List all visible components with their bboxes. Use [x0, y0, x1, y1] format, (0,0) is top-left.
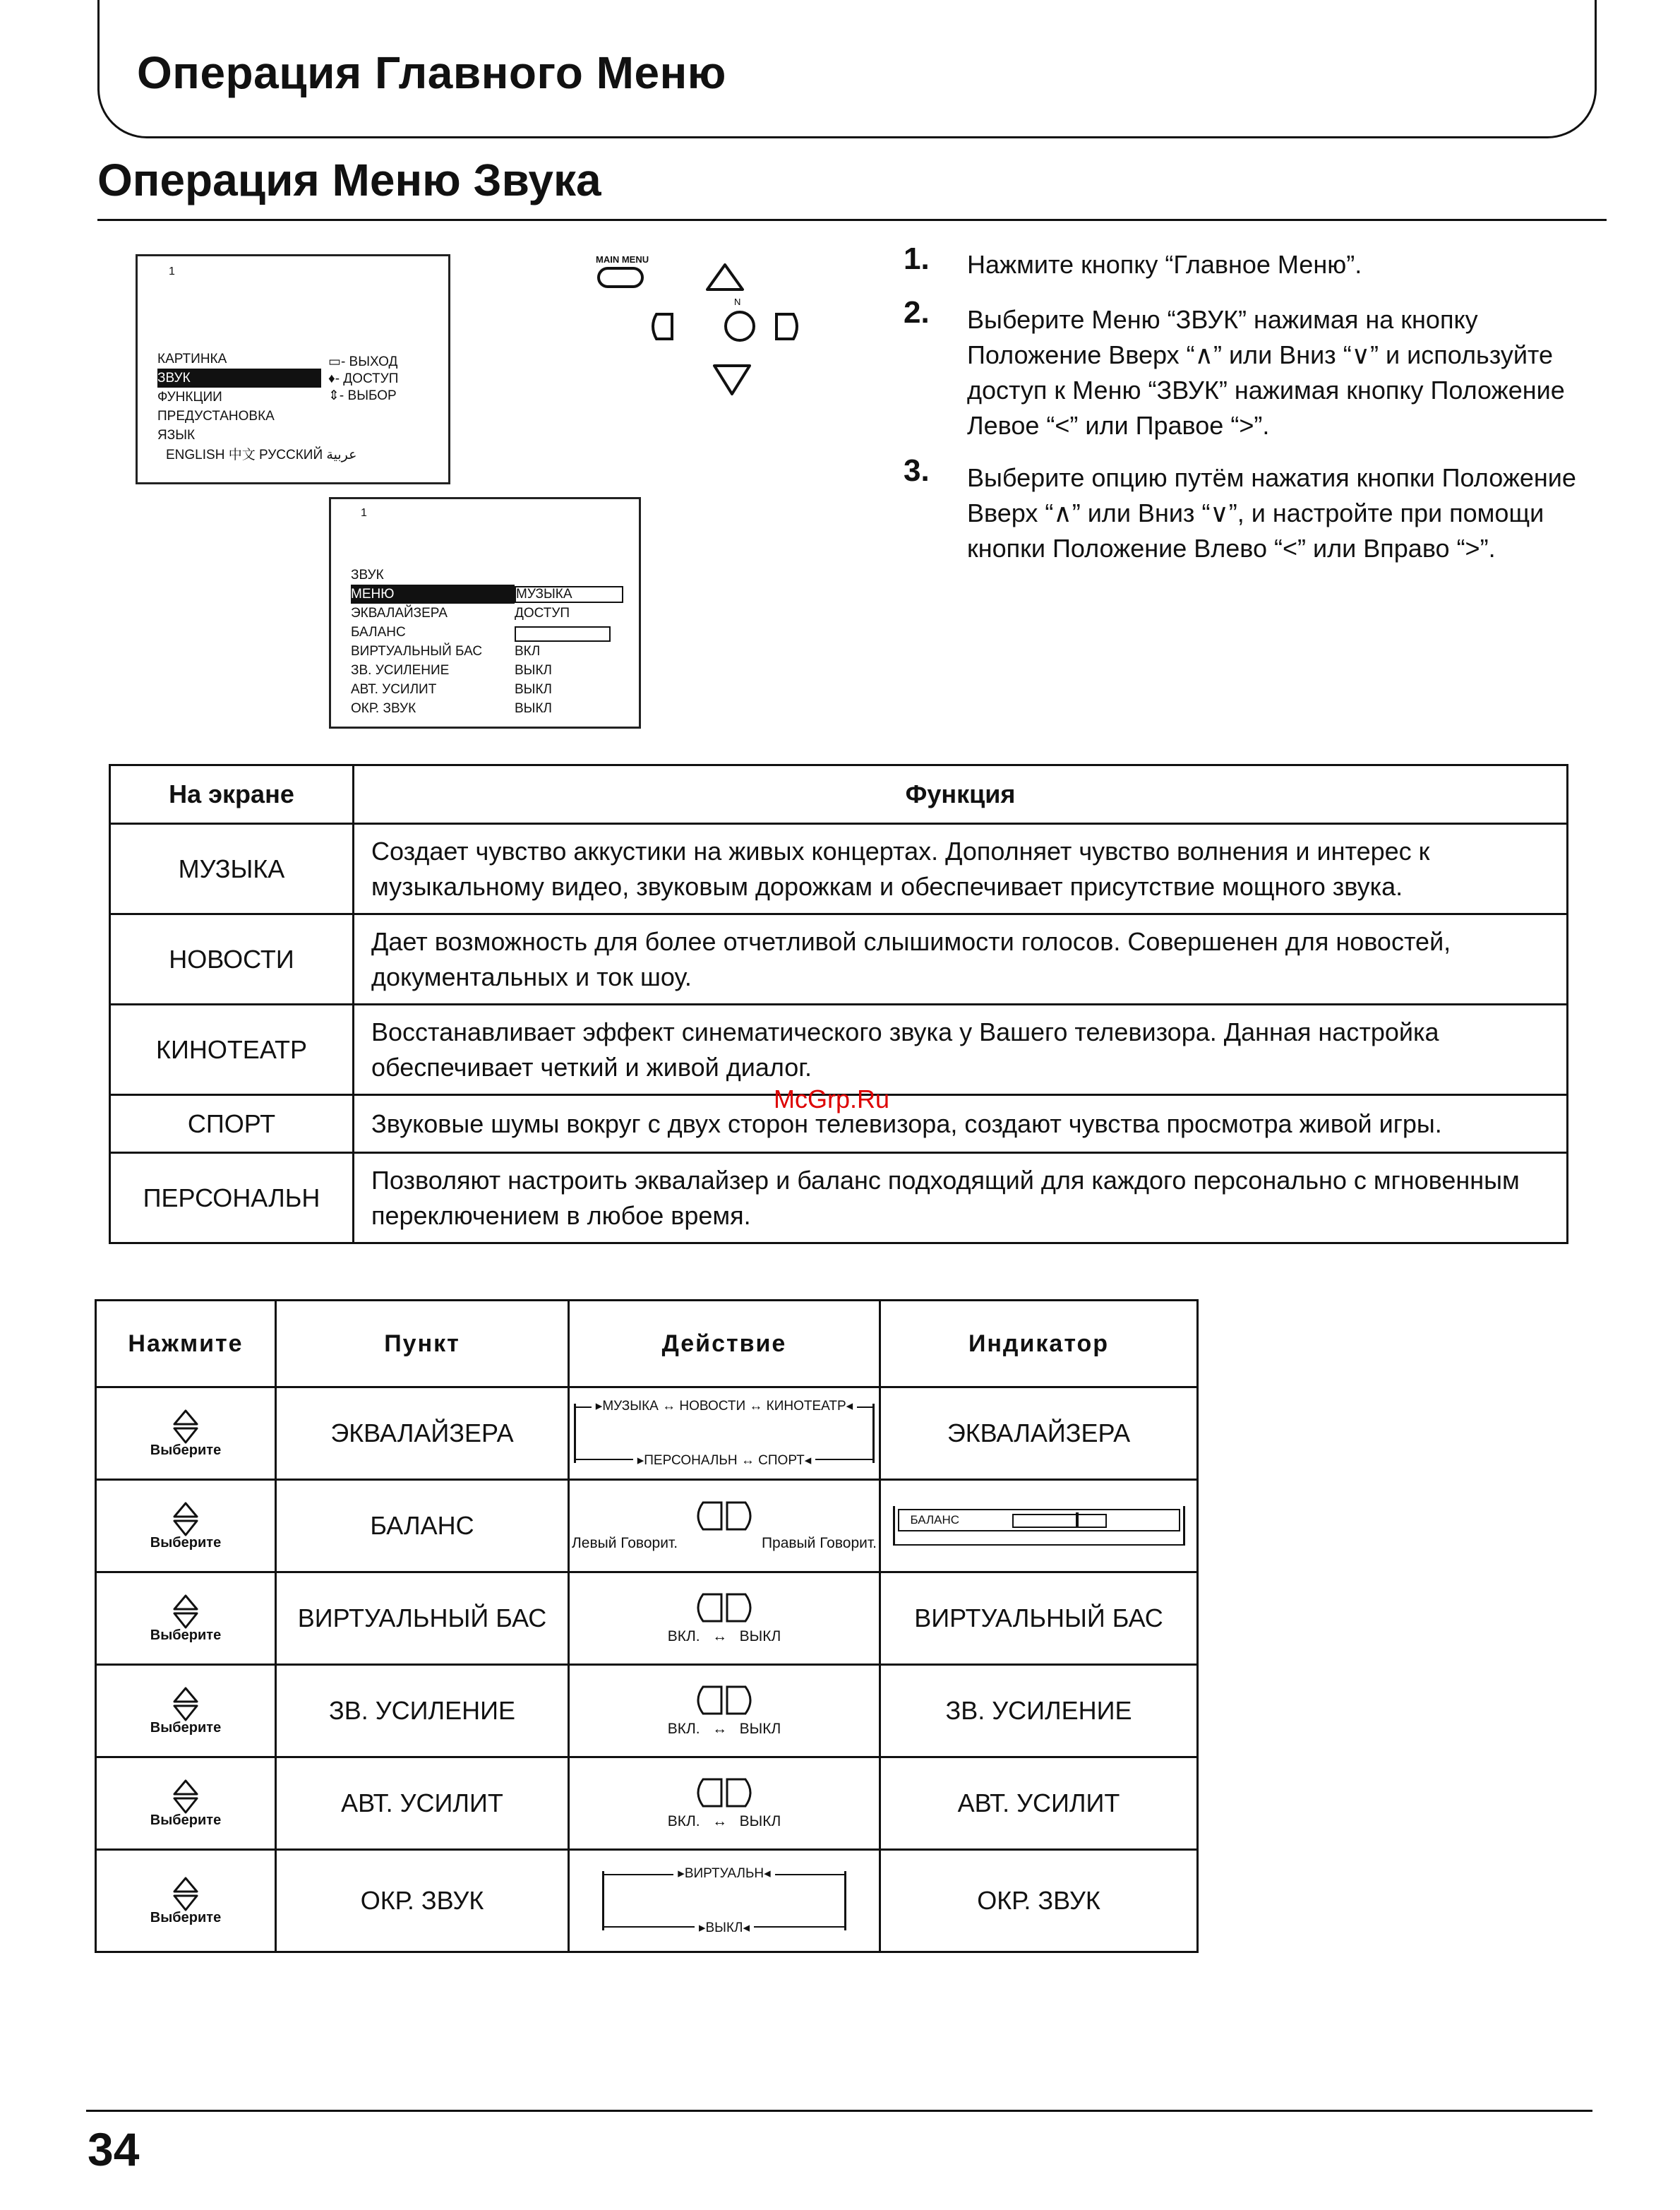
left-speaker-label: Левый Говорит.	[572, 1535, 678, 1551]
table-row	[110, 914, 1568, 1005]
table-row	[96, 1665, 1198, 1757]
indicator-cell	[880, 1757, 1198, 1850]
off-label: ВЫКЛ	[739, 1721, 781, 1737]
off-label: ВЫКЛ	[739, 1628, 781, 1644]
table-row	[96, 1850, 1198, 1952]
indicator-cell	[880, 1850, 1198, 1952]
hint-access: ♦- ДОСТУП	[328, 371, 399, 386]
main-menu-screen	[136, 254, 450, 484]
right-speaker-label: Правый Говорит.	[761, 1535, 877, 1551]
hint-select: ⇕- ВЫБОР	[328, 388, 397, 403]
sound-menu-row-label: МЕНЮ	[351, 585, 515, 604]
footer-rule	[86, 2110, 1592, 2112]
mode-name: КИНОТЕАТР	[110, 1005, 354, 1095]
cycle-diagram: ▸МУЗЫКА ↔ НОВОСТИ ↔ КИНОТЕАТР◂ ▸ПЕРСОНАЛЬН ↔ СПОРТ◂	[574, 1404, 875, 1463]
indicator-text: ЭКВАЛАЙЗЕРА	[947, 1418, 1131, 1447]
item-name: ОКР. ЗВУК	[276, 1850, 569, 1952]
indicator-cell	[880, 1387, 1198, 1480]
item-name: ЭКВАЛАЙЗЕРА	[276, 1387, 569, 1480]
indicator-cell	[880, 1572, 1198, 1665]
screen-page-num: 1	[169, 265, 175, 277]
down-arrow-button	[714, 366, 750, 394]
sound-menu-row-label: АВТ. УСИЛИТ	[351, 682, 437, 697]
action-cell	[569, 1757, 880, 1850]
col-header-press: Нажмите	[96, 1301, 276, 1387]
press-cell	[96, 1480, 276, 1572]
sound-menu-row-value	[515, 623, 611, 642]
sound-menu-title: ЗВУК	[351, 568, 384, 583]
sound-menu-row-label: ЗВ. УСИЛЕНИЕ	[351, 663, 450, 678]
hint-exit: ▭- ВЫХОД	[328, 354, 398, 369]
sound-menu-screen	[329, 497, 641, 729]
mode-name: НОВОСТИ	[110, 914, 354, 1005]
right-arrow-button	[776, 314, 797, 339]
indicator-text: ЗВ. УСИЛЕНИЕ	[945, 1696, 1132, 1725]
left-arrow-button	[653, 314, 672, 339]
action-cell	[569, 1850, 880, 1952]
select-label: Выберите	[150, 1909, 222, 1925]
menu-item-functions: ФУНКЦИИ	[157, 390, 222, 405]
toggle-arrow: ↔	[712, 1721, 728, 1737]
main-menu-button	[599, 268, 642, 287]
up-down-icon: ⇕	[328, 388, 340, 403]
menu-item-language: ЯЗЫК	[157, 428, 196, 443]
table-row	[96, 1757, 1198, 1850]
sound-menu-row-value: ВЫКЛ	[515, 663, 553, 678]
col-header-action: Действие	[569, 1301, 880, 1387]
mode-description: Создает чувство аккустики на живых концертах. Дополняет чувство волнения и интерес к музыкальному видео, звуковым дорожкам и обеспечивает присутствие мощного звука.	[354, 824, 1568, 914]
table-row	[110, 1005, 1568, 1095]
balance-indicator: БАЛАНС	[893, 1506, 1185, 1546]
n-label: N	[734, 297, 741, 307]
action-cell	[569, 1387, 880, 1480]
cycle-option: МУЗЫКА	[602, 1399, 659, 1414]
up-down-icon	[170, 1501, 201, 1536]
main-menu-label: MAIN MENU	[596, 254, 649, 265]
select-label: Выберите	[150, 1534, 222, 1551]
left-right-icon	[690, 1776, 758, 1809]
item-name: АВТ. УСИЛИТ	[276, 1757, 569, 1850]
step-1-number: 1.	[904, 241, 930, 276]
left-right-icon	[690, 1500, 758, 1532]
table-row	[96, 1480, 1198, 1572]
section-title: Операция Меню Звука	[97, 155, 601, 205]
cycle-option: ВЫКЛ	[705, 1921, 743, 1935]
mode-description: Звуковые шумы вокруг с двух сторон телевизора, создают чувства просмотра живой игры.	[354, 1095, 1568, 1153]
screen-page-num: 1	[361, 507, 367, 519]
off-label: ВЫКЛ	[739, 1813, 781, 1829]
page-number: 34	[88, 2123, 140, 2175]
menu-item-sound: ЗВУК	[157, 369, 321, 388]
table-row	[110, 1153, 1568, 1243]
up-down-icon	[170, 1594, 201, 1629]
sound-menu-row-label: ЭКВАЛАЙЗЕРА	[351, 606, 448, 621]
sound-menu-row-label: ВИРТУАЛЬНЫЙ БАС	[351, 644, 483, 659]
mode-description: Позволяют настроить эквалайзер и баланс подходящий для каждого персонально с мгновенным переключением в любое время.	[354, 1153, 1568, 1243]
indicator-text: ВИРТУАЛЬНЫЙ БАС	[914, 1603, 1163, 1632]
section-rule	[97, 219, 1607, 221]
sound-menu-row-label: БАЛАНС	[351, 625, 406, 640]
cycle-option: НОВОСТИ	[679, 1399, 746, 1414]
step-1-text: Нажмите кнопку “Главное Меню”.	[967, 250, 1362, 279]
on-label: ВКЛ.	[667, 1813, 700, 1829]
indicator-text: АВТ. УСИЛИТ	[957, 1788, 1120, 1817]
mode-name: ПЕРСОНАЛЬН	[110, 1153, 354, 1243]
mode-description: Восстанавливает эффект синематического звука у Вашего телевизора. Данная настройка обеспечивает четкий и живой диалог.	[354, 1005, 1568, 1095]
toggle-arrow: ↔	[712, 1813, 728, 1829]
table-row	[96, 1572, 1198, 1665]
cycle-diagram: ▸ВИРТУАЛЬН◂ ▸ВЫКЛ◂	[602, 1871, 846, 1930]
select-label: Выберите	[150, 1627, 222, 1643]
press-cell	[96, 1665, 276, 1757]
press-cell	[96, 1757, 276, 1850]
cycle-option: СПОРТ	[758, 1453, 805, 1468]
ok-button	[726, 312, 754, 340]
press-cell	[96, 1387, 276, 1480]
col-header-function: Функция	[354, 765, 1568, 824]
col-header-indicator: Индикатор	[880, 1301, 1198, 1387]
item-name: БАЛАНС	[276, 1480, 569, 1572]
menu-key-icon: ▭	[328, 354, 341, 369]
col-header-item: Пункт	[276, 1301, 569, 1387]
arrows-icon: ♦	[328, 371, 335, 386]
toggle-arrow: ↔	[712, 1628, 728, 1644]
table-row	[96, 1387, 1198, 1480]
sound-modes-table	[109, 764, 1568, 1244]
step-3-number: 3.	[904, 453, 930, 488]
action-cell	[569, 1572, 880, 1665]
step-2-number: 2.	[904, 295, 930, 330]
on-label: ВКЛ.	[667, 1721, 700, 1737]
sound-menu-row-value: ВКЛ	[515, 644, 541, 659]
on-label: ВКЛ.	[667, 1628, 700, 1644]
watermark: McGrp.Ru	[774, 1085, 890, 1113]
sound-menu-row-value: ДОСТУП	[515, 606, 570, 621]
left-right-icon	[690, 1591, 758, 1624]
sound-menu-row-value: ВЫКЛ	[515, 682, 553, 697]
menu-item-picture: КАРТИНКА	[157, 352, 227, 366]
language-options: ENGLISH 中文 РУССКИЙ عربية	[166, 448, 357, 462]
action-cell	[569, 1665, 880, 1757]
up-down-icon	[170, 1409, 201, 1444]
sound-menu-row-value: ВЫКЛ	[515, 701, 553, 716]
sound-menu-row-value: МУЗЫКА	[515, 586, 623, 603]
sound-menu-row-label: ОКР. ЗВУК	[351, 701, 416, 716]
up-down-icon	[170, 1876, 201, 1911]
sound-settings-table	[95, 1299, 1199, 1953]
up-down-icon	[170, 1779, 201, 1814]
header-title: Операция Главного Меню	[137, 47, 726, 98]
cycle-option: ВИРТУАЛЬН	[684, 1866, 764, 1881]
remote-keys	[594, 261, 834, 402]
press-cell	[96, 1572, 276, 1665]
select-label: Выберите	[150, 1442, 222, 1458]
action-cell	[569, 1480, 880, 1572]
mode-name: СПОРТ	[110, 1095, 354, 1153]
step-3-text: Выберите опцию путём нажатия кнопки Положение Вверх “∧” или Вниз “∨”, и настройте при помощи кнопки Положение Влево “<” или Вправо “>”.	[967, 463, 1576, 563]
press-cell	[96, 1850, 276, 1952]
indicator-cell	[880, 1665, 1198, 1757]
up-down-icon	[170, 1686, 201, 1721]
table-row	[110, 824, 1568, 914]
mode-description: Дает возможность для более отчетливой слышимости голосов. Совершенен для новостей, документальных и ток шоу.	[354, 914, 1568, 1005]
select-label: Выберите	[150, 1719, 222, 1736]
mode-name: МУЗЫКА	[110, 824, 354, 914]
select-label: Выберите	[150, 1812, 222, 1828]
cycle-option: КИНОТЕАТР	[766, 1399, 846, 1414]
up-arrow-button	[707, 265, 743, 289]
item-name: ЗВ. УСИЛЕНИЕ	[276, 1665, 569, 1757]
step-2-text: Выберите Меню “ЗВУК” нажимая на кнопку Положение Вверх “∧” или Вниз “∨” и используйте доступ к Меню “ЗВУК” нажимая кнопку Положение Левое “<” или Правое “>”.	[967, 305, 1565, 440]
menu-item-preset: ПРЕДУСТАНОВКА	[157, 409, 275, 424]
left-right-icon	[690, 1684, 758, 1716]
cycle-option: ПЕРСОНАЛЬН	[644, 1453, 738, 1468]
indicator-cell	[880, 1480, 1198, 1572]
col-header-on-screen: На экране	[110, 765, 354, 824]
indicator-text: ОКР. ЗВУК	[977, 1886, 1100, 1915]
item-name: ВИРТУАЛЬНЫЙ БАС	[276, 1572, 569, 1665]
